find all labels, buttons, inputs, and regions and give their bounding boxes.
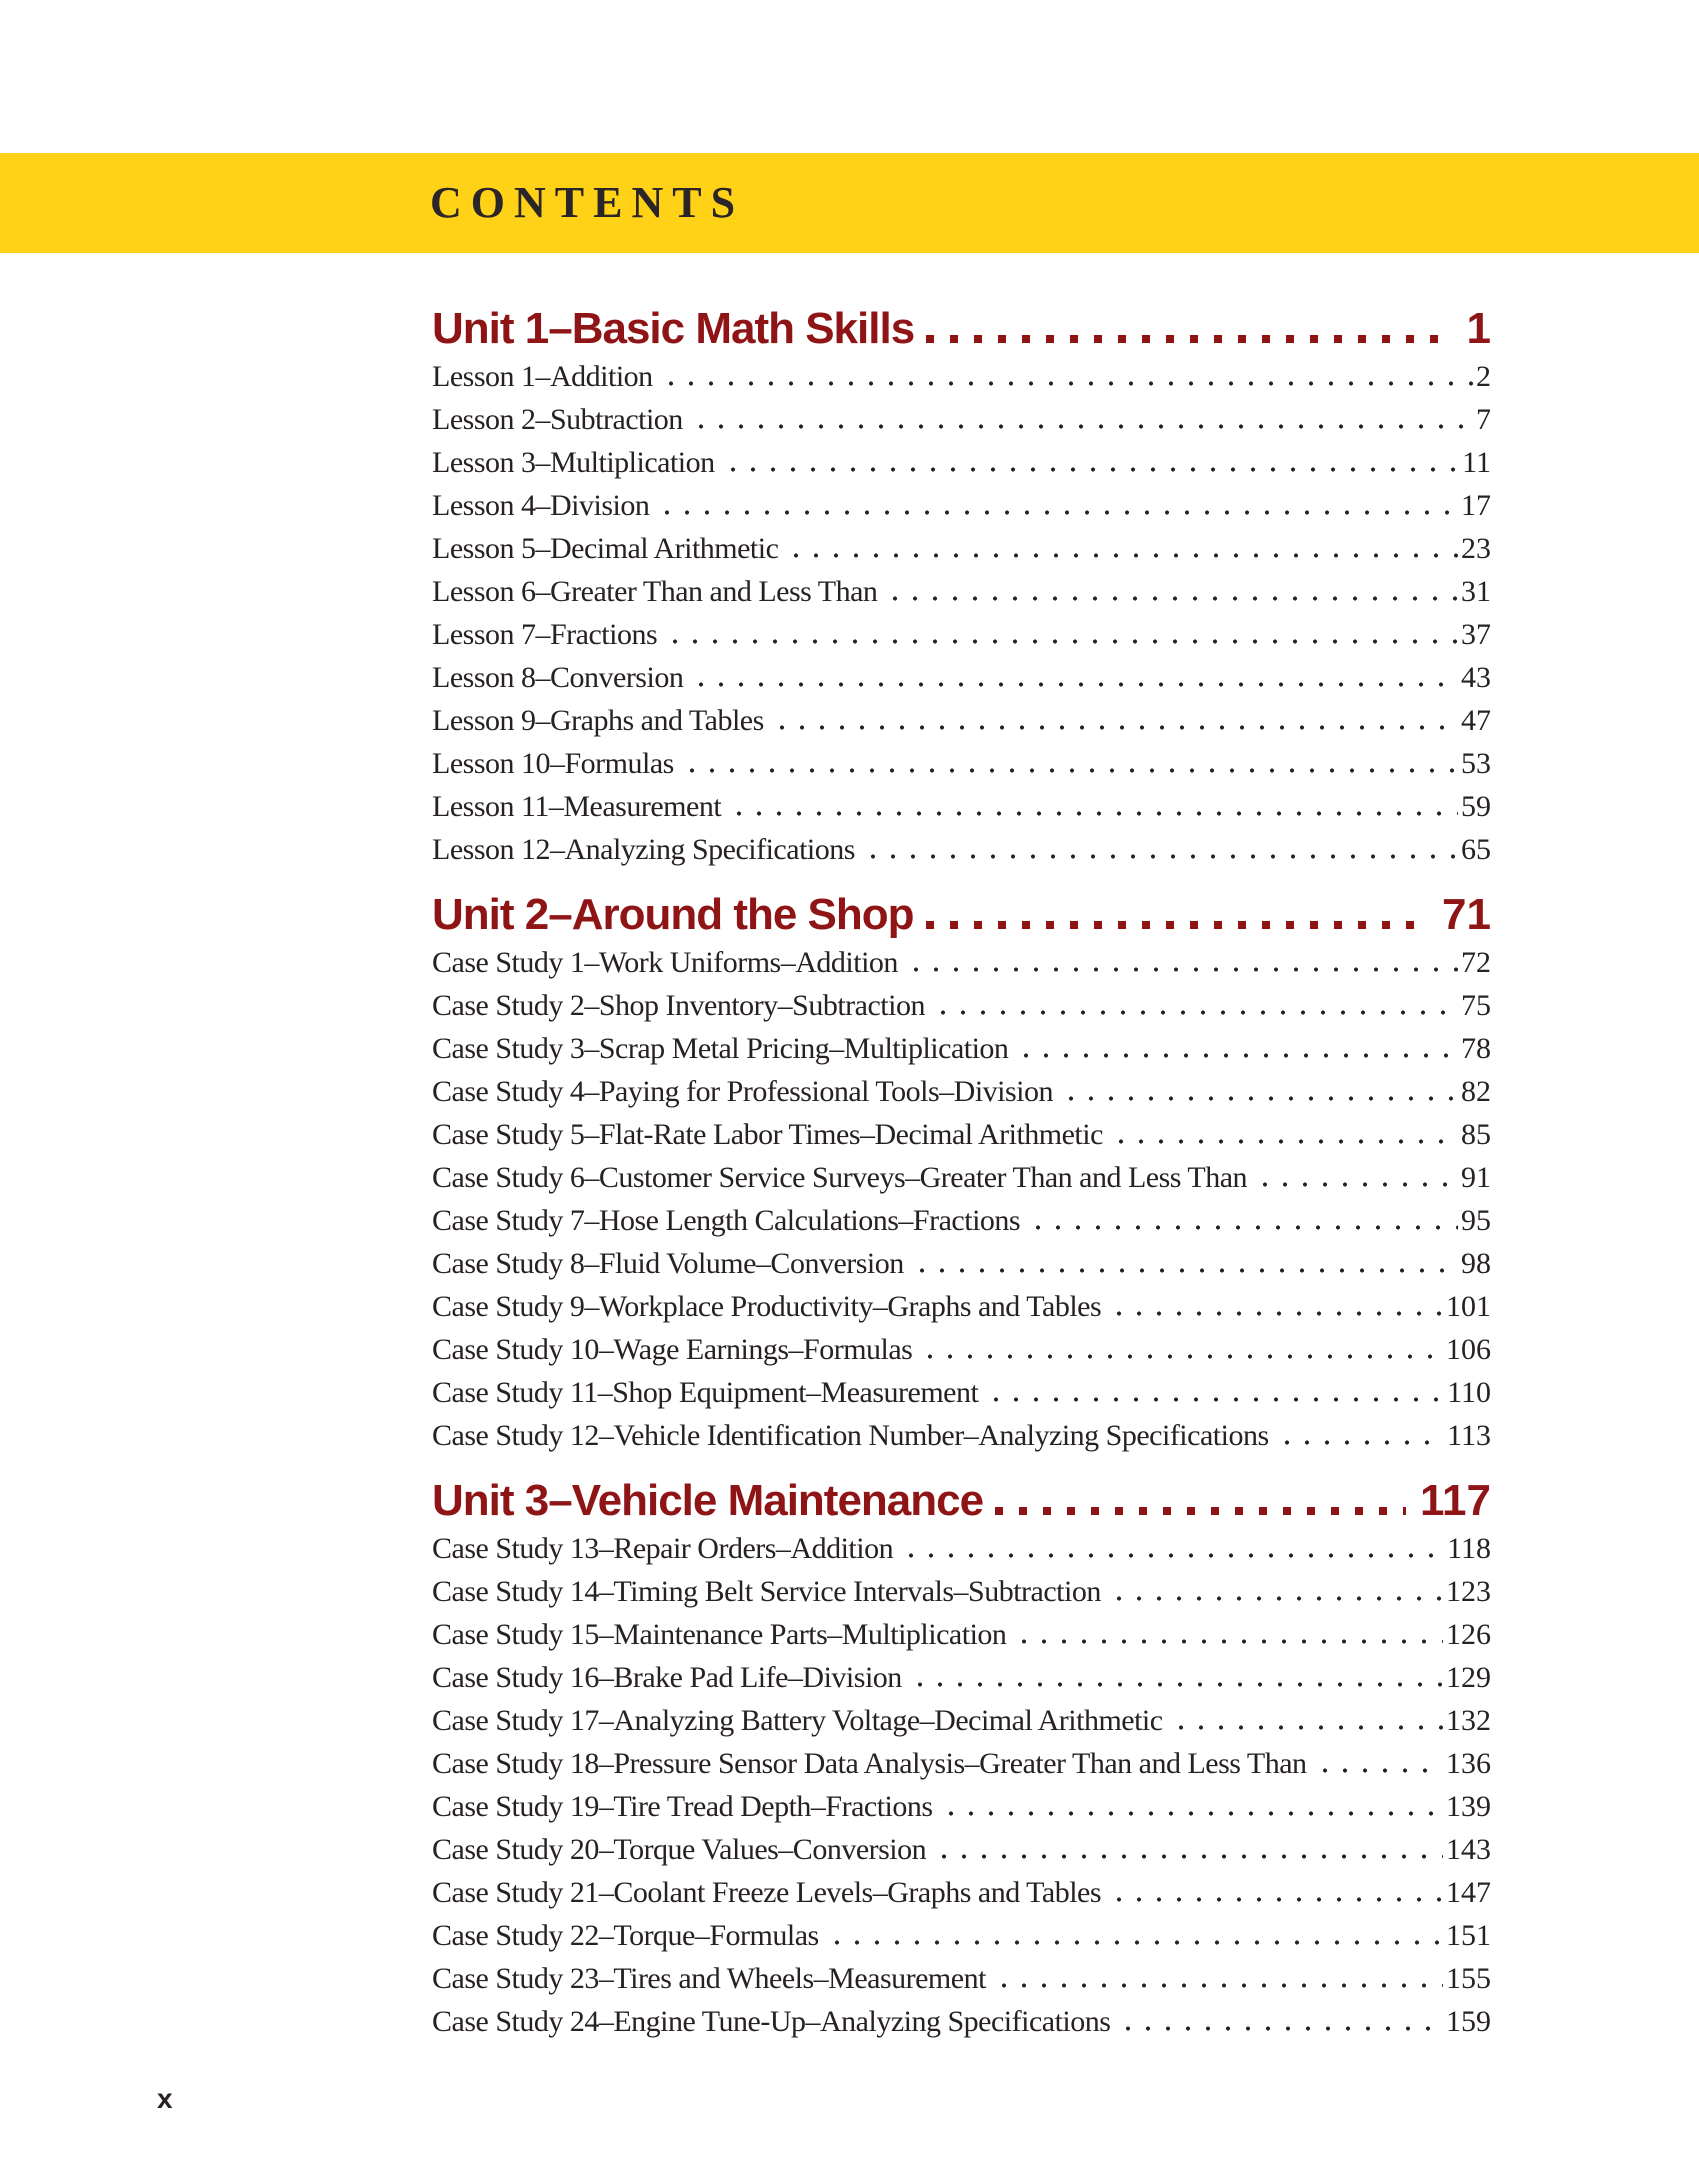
toc-entry-page-number: 126 [1446, 1618, 1491, 1651]
unit-title: Unit 2–Around the Shop [432, 890, 914, 939]
toc-entry-label: Lesson 8–Conversion [432, 661, 684, 694]
unit-heading-row [432, 303, 1491, 355]
toc-entry-row [432, 1328, 1491, 1371]
toc-entry-row [432, 1156, 1491, 1199]
unit-page-number: 117 [1420, 1476, 1491, 1525]
toc-entry-page-number: 143 [1446, 1833, 1491, 1866]
dot-leader [994, 1983, 1443, 1988]
toc-entry-row [432, 441, 1491, 484]
toc-entry-label: Lesson 9–Graphs and Tables [432, 704, 764, 737]
toc-entry-row [432, 656, 1491, 699]
toc-entry-row [432, 527, 1491, 570]
toc-entry-row [432, 941, 1491, 984]
dot-leader [1171, 1725, 1443, 1730]
dot-leader [1109, 1897, 1443, 1902]
unit-title: Unit 1–Basic Math Skills [432, 304, 915, 353]
toc-entry-row [432, 785, 1491, 828]
toc-entry-page-number: 110 [1447, 1376, 1491, 1409]
toc-entry-label: Case Study 16–Brake Pad Life–Division [432, 1661, 902, 1694]
toc-entry-row [432, 1613, 1491, 1656]
toc-entry-label: Lesson 7–Fractions [432, 618, 658, 651]
toc-entry-page-number: 123 [1446, 1575, 1491, 1608]
toc-entry-page-number: 23 [1461, 532, 1491, 565]
toc-entry-label: Case Study 15–Maintenance Parts–Multiplication [432, 1618, 1007, 1651]
toc-entry-row [432, 1371, 1491, 1414]
toc-entry-label: Case Study 21–Coolant Freeze Levels–Graphs and Tables [432, 1876, 1102, 1909]
toc-entry-label: Lesson 11–Measurement [432, 790, 722, 823]
toc-entry-label: Case Study 4–Paying for Professional Tools–Division [432, 1075, 1054, 1108]
toc-entry-page-number: 155 [1446, 1962, 1491, 1995]
toc-entry-label: Case Study 20–Torque Values–Conversion [432, 1833, 927, 1866]
unit-entries [432, 355, 1491, 871]
unit-page-number: 71 [1442, 890, 1491, 939]
toc-entry-page-number: 78 [1461, 1032, 1491, 1065]
toc-entry-page-number: 91 [1461, 1161, 1491, 1194]
toc-entry-label: Case Study 1–Work Uniforms–Addition [432, 946, 898, 979]
toc-entry-row [432, 1199, 1491, 1242]
dot-leader [1061, 1096, 1458, 1101]
toc-entry-row [432, 1570, 1491, 1613]
contents-banner [0, 153, 1699, 253]
dot-leader [920, 1354, 1443, 1359]
toc-section [432, 1475, 1491, 2043]
unit-entries [432, 941, 1491, 1457]
toc-entry-row [432, 570, 1491, 613]
toc-entry-page-number: 151 [1446, 1919, 1491, 1952]
toc-entry-page-number: 43 [1461, 661, 1491, 694]
toc-entry-row [432, 984, 1491, 1027]
toc-entry-label: Case Study 14–Timing Belt Service Intervals–Subtraction [432, 1575, 1101, 1608]
toc-entry-label: Lesson 5–Decimal Arithmetic [432, 532, 779, 565]
toc-entry-label: Case Study 3–Scrap Metal Pricing–Multiplication [432, 1032, 1009, 1065]
toc-entry-page-number: 37 [1461, 618, 1491, 651]
toc-entry-row [432, 1785, 1491, 1828]
toc-entry-page-number: 65 [1461, 833, 1491, 866]
toc-entry-label: Lesson 6–Greater Than and Less Than [432, 575, 878, 608]
toc-entry-page-number: 136 [1446, 1747, 1491, 1780]
toc-entry-page-number: 72 [1461, 946, 1491, 979]
dot-leader [906, 967, 1458, 972]
toc-entry-row [432, 1656, 1491, 1699]
toc-entry-label: Case Study 18–Pressure Sensor Data Analysis–Greater Than and Less Than [432, 1747, 1307, 1780]
dot-leader [827, 1940, 1443, 1945]
toc-entry-row [432, 828, 1491, 871]
toc-entry-label: Case Study 8–Fluid Volume–Conversion [432, 1247, 904, 1280]
toc-entry-row [432, 1070, 1491, 1113]
toc-entry-page-number: 85 [1461, 1118, 1491, 1151]
toc-entry-row [432, 1113, 1491, 1156]
toc-entry-page-number: 159 [1446, 2005, 1491, 2038]
dot-leader [691, 682, 1458, 687]
dot-leader [1315, 1768, 1443, 1773]
unit-title: Unit 3–Vehicle Maintenance [432, 1476, 984, 1525]
dot-leader [1255, 1182, 1458, 1187]
toc-entry-row [432, 699, 1491, 742]
toc-entry-page-number: 98 [1461, 1247, 1491, 1280]
dot-leader [772, 725, 1458, 730]
dot-leader [1109, 1311, 1443, 1316]
toc-entry-label: Case Study 13–Repair Orders–Addition [432, 1532, 894, 1565]
toc-entry-page-number: 17 [1461, 489, 1491, 522]
toc-entry-label: Lesson 12–Analyzing Specifications [432, 833, 855, 866]
toc-entry-row [432, 1285, 1491, 1328]
toc-entry-page-number: 82 [1461, 1075, 1491, 1108]
toc-entry-row [432, 1242, 1491, 1285]
toc-entry-label: Case Study 5–Flat-Rate Labor Times–Decimal Arithmetic [432, 1118, 1103, 1151]
toc-entry-label: Case Study 17–Analyzing Battery Voltage–Decimal Arithmetic [432, 1704, 1163, 1737]
toc-section [432, 889, 1491, 1457]
toc-entry-label: Case Study 2–Shop Inventory–Subtraction [432, 989, 925, 1022]
toc-entry-label: Case Study 6–Customer Service Surveys–Greater Than and Less Than [432, 1161, 1248, 1194]
folio-page-number: x [157, 2083, 173, 2114]
toc-entry-row [432, 742, 1491, 785]
dot-leader [1118, 2026, 1443, 2031]
toc-entry-label: Lesson 3–Multiplication [432, 446, 715, 479]
toc-entry-page-number: 132 [1446, 1704, 1491, 1737]
dot-leader [1014, 1639, 1443, 1644]
toc-entry-row [432, 1027, 1491, 1070]
toc-entry-row [432, 2000, 1491, 2043]
dot-leader [912, 1268, 1458, 1273]
toc-entry-label: Lesson 4–Division [432, 489, 650, 522]
toc-entry-page-number: 47 [1461, 704, 1491, 737]
unit-heading-row [432, 889, 1491, 941]
toc-entry-row [432, 1742, 1491, 1785]
dot-leader [1277, 1440, 1444, 1445]
dot-leader [723, 467, 1459, 472]
unit-page-number: 1 [1466, 304, 1491, 353]
dot-leader [665, 639, 1458, 644]
dot-leader [863, 854, 1458, 859]
toc-section [432, 303, 1491, 871]
dot-leader [1016, 1053, 1458, 1058]
dot-leader [1111, 1139, 1458, 1144]
toc-entry-page-number: 129 [1446, 1661, 1491, 1694]
toc-entry-row [432, 1871, 1491, 1914]
toc-entry-row [432, 613, 1491, 656]
unit-entries [432, 1527, 1491, 2043]
dot-leader [901, 1553, 1444, 1558]
dot-leader [934, 1854, 1443, 1859]
toc-entry-label: Case Study 9–Workplace Productivity–Graphs and Tables [432, 1290, 1102, 1323]
toc-entry-row [432, 484, 1491, 527]
toc-entry-label: Case Study 23–Tires and Wheels–Measurement [432, 1962, 986, 1995]
dot-leader [995, 1507, 1406, 1515]
toc-entry-page-number: 53 [1461, 747, 1491, 780]
toc-entry-page-number: 101 [1446, 1290, 1491, 1323]
toc-entry-label: Case Study 19–Tire Tread Depth–Fractions [432, 1790, 933, 1823]
table-of-contents [432, 303, 1491, 2043]
toc-entry-page-number: 95 [1461, 1204, 1491, 1237]
dot-leader [657, 510, 1458, 515]
toc-entry-label: Case Study 10–Wage Earnings–Formulas [432, 1333, 913, 1366]
dot-leader [941, 1811, 1443, 1816]
dot-leader [661, 381, 1473, 386]
dot-leader [1109, 1596, 1443, 1601]
page-title: CONTENTS [430, 178, 745, 227]
toc-entry-label: Lesson 1–Addition [432, 360, 653, 393]
dot-leader [691, 424, 1473, 429]
dot-leader [682, 768, 1458, 773]
dot-leader [986, 1397, 1444, 1402]
dot-leader [926, 921, 1429, 929]
toc-entry-row [432, 1957, 1491, 2000]
dot-leader [786, 553, 1458, 558]
dot-leader [910, 1682, 1443, 1687]
toc-entry-page-number: 139 [1446, 1790, 1491, 1823]
dot-leader [885, 596, 1458, 601]
toc-entry-label: Case Study 22–Torque–Formulas [432, 1919, 819, 1952]
toc-entry-page-number: 113 [1447, 1419, 1491, 1452]
dot-leader [933, 1010, 1458, 1015]
toc-entry-label: Case Study 11–Shop Equipment–Measurement [432, 1376, 979, 1409]
toc-entry-row [432, 355, 1491, 398]
toc-entry-row [432, 1828, 1491, 1871]
toc-entry-row [432, 1414, 1491, 1457]
toc-entry-row [432, 1527, 1491, 1570]
toc-entry-page-number: 2 [1476, 360, 1491, 393]
toc-entry-page-number: 7 [1476, 403, 1491, 436]
toc-entry-page-number: 75 [1461, 989, 1491, 1022]
toc-entry-page-number: 118 [1447, 1532, 1491, 1565]
toc-entry-label: Case Study 24–Engine Tune-Up–Analyzing Specifications [432, 2005, 1111, 2038]
toc-entry-page-number: 11 [1462, 446, 1491, 479]
dot-leader [926, 335, 1452, 343]
toc-entry-page-number: 59 [1461, 790, 1491, 823]
toc-entry-label: Case Study 7–Hose Length Calculations–Fractions [432, 1204, 1021, 1237]
toc-entry-row [432, 1914, 1491, 1957]
toc-entry-row [432, 398, 1491, 441]
toc-entry-row [432, 1699, 1491, 1742]
toc-entry-label: Case Study 12–Vehicle Identification Number–Analyzing Specifications [432, 1419, 1269, 1452]
dot-leader [1028, 1225, 1458, 1230]
toc-entry-label: Lesson 10–Formulas [432, 747, 674, 780]
unit-heading-row [432, 1475, 1491, 1527]
dot-leader [729, 811, 1458, 816]
toc-entry-page-number: 31 [1461, 575, 1491, 608]
toc-entry-page-number: 106 [1446, 1333, 1491, 1366]
toc-entry-page-number: 147 [1446, 1876, 1491, 1909]
toc-entry-label: Lesson 2–Subtraction [432, 403, 683, 436]
